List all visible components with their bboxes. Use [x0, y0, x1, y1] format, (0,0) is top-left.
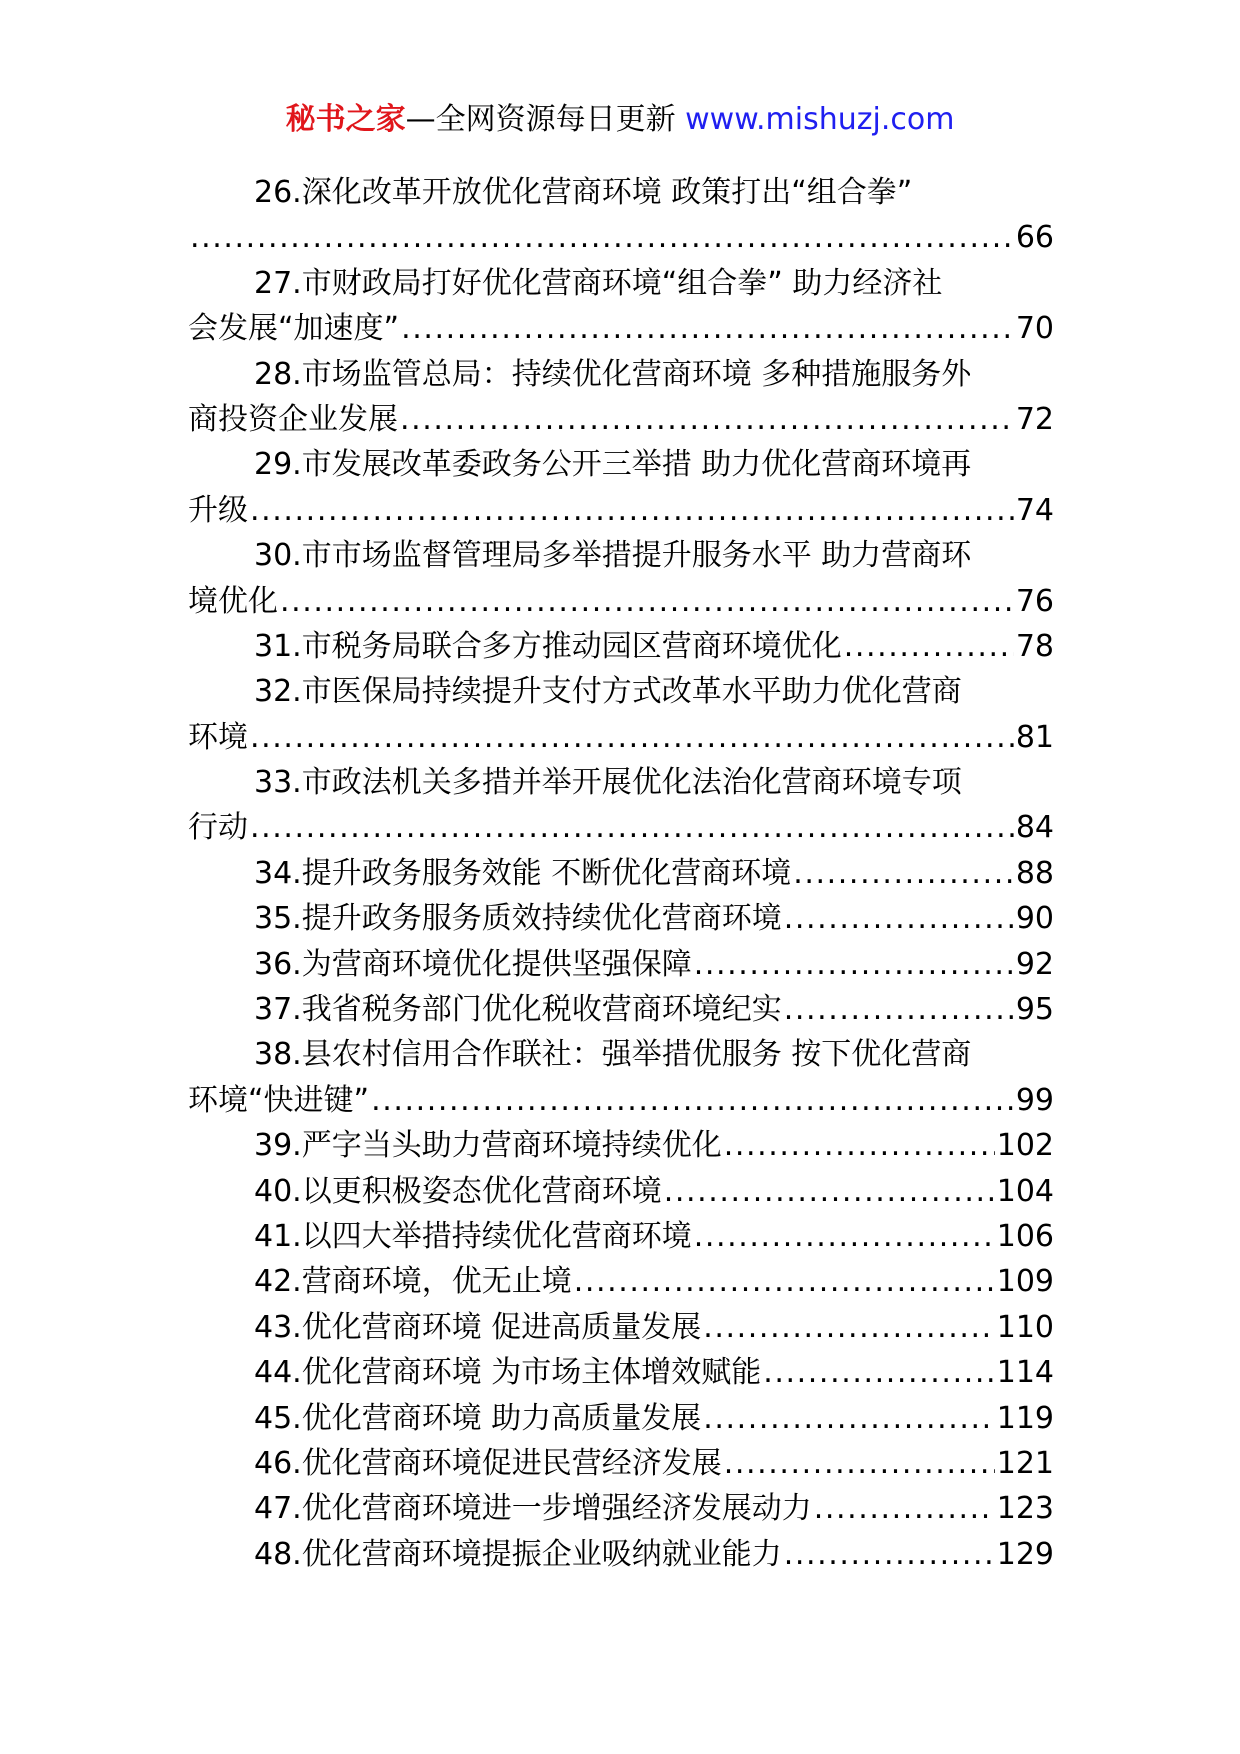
toc-entry[interactable] [188, 1305, 1054, 1350]
dot-leader [724, 1441, 995, 1486]
toc-entry[interactable] [188, 1396, 1054, 1441]
toc-page-number: 76 [1015, 583, 1054, 619]
dot-leader [844, 624, 1014, 669]
toc-entry-line [188, 579, 1054, 624]
toc-page-number: 72 [1015, 401, 1054, 437]
toc-entry-title-continued: 环境“快进键” [188, 1082, 370, 1118]
toc-entry-line [188, 533, 1054, 578]
toc-entry-title-continued: 境优化 [188, 583, 278, 619]
toc-entry-line [188, 1032, 1054, 1077]
toc-entry[interactable] [188, 1169, 1054, 1214]
toc-page-number: 114 [996, 1355, 1054, 1391]
toc-page-number: 106 [996, 1218, 1054, 1254]
toc-entry-line [188, 1214, 1054, 1259]
toc-entry-title: 27.市财政局打好优化营商环境“组合拳” 助力经济社 [254, 265, 943, 301]
toc-page-number: 74 [1015, 492, 1054, 528]
toc-entry-title: 43.优化营商环境 促进高质量发展 [254, 1309, 702, 1345]
toc-entry-title-continued: 商投资企业发展 [188, 401, 398, 437]
toc-entry-title: 36.为营商环境优化提供坚强保障 [254, 946, 692, 982]
toc-entry-line [188, 1123, 1054, 1168]
toc-page-number: 123 [996, 1491, 1054, 1527]
toc-entry-title: 31.市税务局联合多方推动园区营商环境优化 [254, 628, 842, 664]
toc-page-number: 129 [996, 1536, 1054, 1572]
toc-entry-title-continued: 会发展“加速度” [188, 311, 400, 347]
dot-leader [190, 215, 1014, 260]
toc-entry-line [188, 1486, 1054, 1531]
toc-entry-line [188, 715, 1054, 760]
toc-entry-title: 44.优化营商环境 为市场主体增效赋能 [254, 1355, 762, 1391]
toc-entry[interactable] [188, 1532, 1054, 1577]
page-header [0, 100, 1240, 140]
toc-entry-title: 32.市医保局持续提升支付方式改革水平助力优化营商 [254, 674, 962, 710]
toc-entry-line [188, 760, 1054, 805]
toc-entry-line [188, 397, 1054, 442]
dot-leader [250, 805, 1014, 850]
toc-entry[interactable] [188, 352, 1054, 443]
dot-leader [401, 306, 1014, 351]
toc-entry-line [188, 352, 1054, 397]
toc-page-number: 90 [1015, 901, 1054, 937]
toc-entry-title: 45.优化营商环境 助力高质量发展 [254, 1400, 702, 1436]
toc-entry-line [188, 1350, 1054, 1395]
toc-entry-line [188, 306, 1054, 351]
toc-entry-title: 42.营商环境，优无止境 [254, 1264, 572, 1300]
toc-page-number: 78 [1015, 628, 1054, 664]
dot-leader [694, 942, 1014, 987]
toc-entry-title: 40.以更积极姿态优化营商环境 [254, 1173, 662, 1209]
toc-entry[interactable] [188, 669, 1054, 760]
toc-entry-line [188, 942, 1054, 987]
toc-page-number: 119 [996, 1400, 1054, 1436]
toc-entry[interactable] [188, 942, 1054, 987]
toc-entry[interactable] [188, 1259, 1054, 1304]
toc-entry-line [188, 1169, 1054, 1214]
toc-entry-line [188, 1532, 1054, 1577]
brand-name: 秘书之家 [285, 102, 406, 137]
toc-entry-line [188, 805, 1054, 850]
toc-page-number: 95 [1015, 992, 1054, 1028]
toc-entry-line [188, 987, 1054, 1032]
toc-entry-title-continued: 行动 [188, 810, 248, 846]
toc-entry-title: 39.严字当头助力营商环境持续优化 [254, 1128, 722, 1164]
toc-entry-title: 48.优化营商环境提振企业吸纳就业能力 [254, 1536, 782, 1572]
toc-page-number: 110 [996, 1309, 1054, 1345]
toc-entry[interactable] [188, 1032, 1054, 1123]
toc-page-number: 66 [1015, 220, 1054, 256]
dot-leader [280, 579, 1014, 624]
toc-entry[interactable] [188, 170, 1054, 261]
toc-entry-line [188, 261, 1054, 306]
header-tagline: —全网资源每日更新 [405, 102, 686, 137]
toc-entry-title: 29.市发展改革委政务公开三举措 助力优化营商环境再 [254, 447, 972, 483]
toc-entry[interactable] [188, 261, 1054, 352]
toc-entry[interactable] [188, 1123, 1054, 1168]
toc-entry-line [188, 1305, 1054, 1350]
dot-leader [371, 1078, 1014, 1123]
dot-leader [763, 1350, 994, 1395]
dot-leader [784, 987, 1014, 1032]
toc-page-number: 84 [1015, 810, 1054, 846]
toc-entry-title: 28.市场监管总局：持续优化营商环境 多种措施服务外 [254, 356, 972, 392]
toc-page-number: 109 [996, 1264, 1054, 1300]
toc-page-number: 104 [996, 1173, 1054, 1209]
toc-entry-title-continued: 升级 [188, 492, 248, 528]
toc-entry-title: 47.优化营商环境进一步增强经济发展动力 [254, 1491, 812, 1527]
toc-entry-line [188, 1259, 1054, 1304]
dot-leader [793, 851, 1014, 896]
toc-entry-line [188, 488, 1054, 533]
dot-leader [574, 1259, 995, 1304]
toc-entry[interactable] [188, 624, 1054, 669]
toc-entry[interactable] [188, 896, 1054, 941]
toc-entry-title: 30.市市场监督管理局多举措提升服务水平 助力营商环 [254, 538, 972, 574]
toc-entry-line [188, 669, 1054, 714]
toc-entry-line [188, 215, 1054, 260]
toc-entry-line [188, 1078, 1054, 1123]
toc-entry[interactable] [188, 1486, 1054, 1531]
toc-page-number: 70 [1015, 311, 1054, 347]
toc-entry-title: 35.提升政务服务质效持续优化营商环境 [254, 901, 782, 937]
dot-leader [250, 715, 1014, 760]
toc-entry-line [188, 1396, 1054, 1441]
toc-entry-line [188, 896, 1054, 941]
dot-leader [664, 1169, 995, 1214]
table-of-contents [188, 170, 1054, 1577]
dot-leader [814, 1486, 995, 1531]
toc-entry[interactable] [188, 760, 1054, 851]
dot-leader [784, 896, 1014, 941]
toc-page-number: 99 [1015, 1082, 1054, 1118]
dot-leader [250, 488, 1014, 533]
toc-entry[interactable] [188, 1350, 1054, 1395]
toc-entry-title: 37.我省税务部门优化税收营商环境纪实 [254, 992, 782, 1028]
toc-entry-title: 34.提升政务服务效能 不断优化营商环境 [254, 855, 792, 891]
dot-leader [724, 1123, 995, 1168]
toc-entry[interactable] [188, 851, 1054, 896]
toc-entry[interactable] [188, 1441, 1054, 1486]
toc-entry[interactable] [188, 1214, 1054, 1259]
toc-entry-title: 46.优化营商环境促进民营经济发展 [254, 1445, 722, 1481]
toc-entry-title: 38.县农村信用合作联社：强举措优服务 按下优化营商 [254, 1037, 972, 1073]
toc-page-number: 88 [1015, 855, 1054, 891]
toc-entry-line [188, 1441, 1054, 1486]
toc-entry-line [188, 851, 1054, 896]
toc-entry-line [188, 170, 1054, 215]
dot-leader [703, 1396, 994, 1441]
toc-entry[interactable] [188, 533, 1054, 624]
dot-leader [784, 1532, 995, 1577]
dot-leader [694, 1214, 995, 1259]
toc-entry-title-continued: 环境 [188, 719, 248, 755]
toc-entry-title: 26.深化改革开放优化营商环境 政策打出“组合拳” [254, 175, 913, 210]
toc-page-number: 102 [996, 1128, 1054, 1164]
toc-entry[interactable] [188, 442, 1054, 533]
site-url[interactable]: www.mishuzj.com [685, 102, 955, 137]
dot-leader [703, 1305, 994, 1350]
toc-entry-line [188, 442, 1054, 487]
toc-entry[interactable] [188, 987, 1054, 1032]
toc-entry-title: 33.市政法机关多措并举开展优化法治化营商环境专项 [254, 765, 962, 801]
toc-entry-title: 41.以四大举措持续优化营商环境 [254, 1218, 692, 1254]
toc-page-number: 81 [1015, 719, 1054, 755]
dot-leader [400, 397, 1014, 442]
toc-page-number: 92 [1015, 946, 1054, 982]
toc-entry-line [188, 624, 1054, 669]
toc-page-number: 121 [996, 1445, 1054, 1481]
